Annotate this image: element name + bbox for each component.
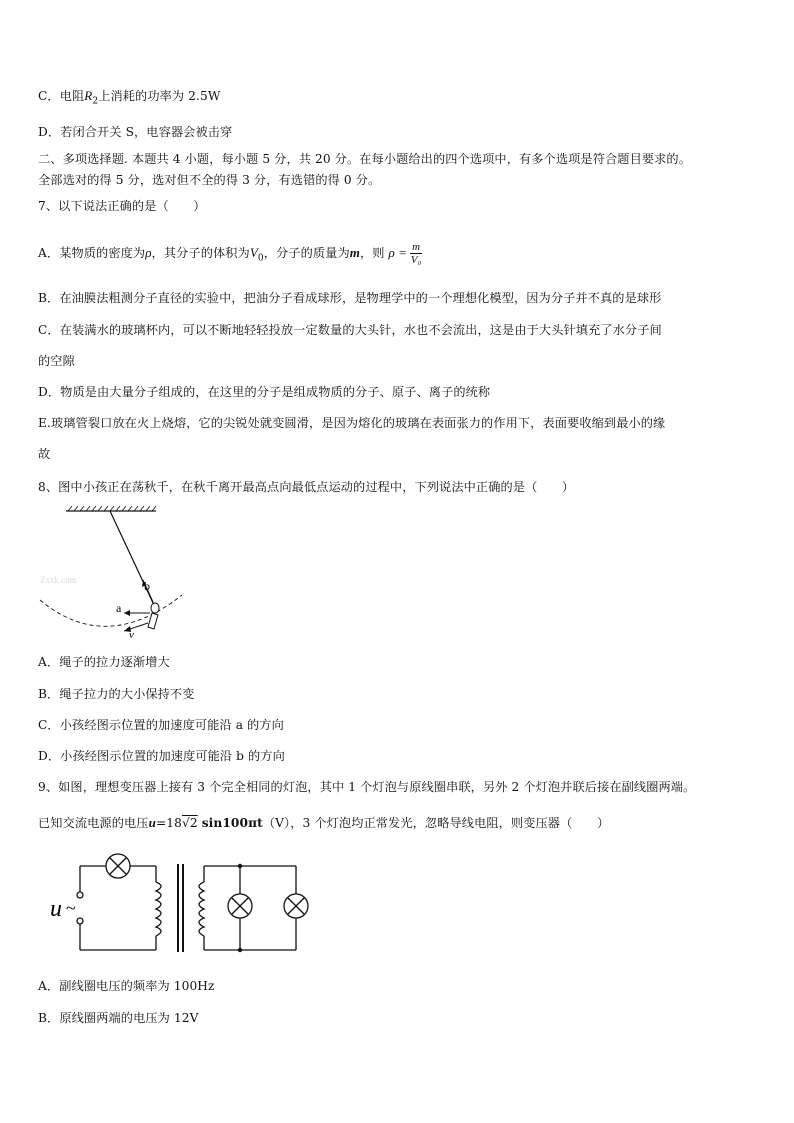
q9-stem-line1: 9、如图，理想变压器上接有 3 个完全相同的灯泡，其中 1 个灯泡与原线圈串联，另外 2 个灯泡并联后接在副线圈两端。 xyxy=(38,780,696,794)
arrow-a-head xyxy=(124,610,130,616)
junction-bottom xyxy=(238,948,242,952)
q7-option-c-line1: C．在装满水的玻璃杯内，可以不断地轻轻投放一定数量的大头针，水也不会流出，这是由于大头针填充了水分子间 xyxy=(38,323,662,337)
primary-coil xyxy=(156,882,161,936)
child-head xyxy=(151,603,159,613)
rho-symbol: ρ xyxy=(145,245,152,260)
q7-option-b: B．在油膜法粗测分子直径的实验中，把油分子看成球形，是物理学中的一个理想化模型，因为分子并不真的是球形 xyxy=(38,291,662,305)
label-u: u xyxy=(50,896,62,922)
q7a-text2: ，其分子的体积为 xyxy=(151,246,250,260)
figure-watermark: Zxxk.com xyxy=(40,575,77,585)
q7a-text4: ，则 xyxy=(359,246,385,260)
resistor-subscript: 2 xyxy=(92,96,99,107)
q6-option-c-prefix: C．电阻 xyxy=(38,89,85,103)
label-tilde: ~ xyxy=(66,898,76,918)
density-fraction xyxy=(410,241,422,266)
swing-figure xyxy=(36,505,196,640)
q9-option-a: A．副线圈电压的频率为 100Hz xyxy=(38,979,215,993)
q8-option-a: A．绳子的拉力逐渐增大 xyxy=(38,655,170,669)
section2-heading-line2: 全部选对的得 5 分，选对但不全的得 3 分，有选错的得 0 分。 xyxy=(38,173,381,187)
q9-eq: =18 xyxy=(155,816,182,830)
q9-stem2-text1: 已知交流电源的电压 xyxy=(38,816,149,830)
q7a-text3: ，分子的质量为 xyxy=(263,246,350,260)
q8-option-c: C．小孩经图示位置的加速度可能沿 a 的方向 xyxy=(38,718,284,732)
sin-expression: sin100πt xyxy=(201,816,263,830)
label-v: v xyxy=(129,629,134,640)
source-terminal-bottom xyxy=(77,918,83,924)
ceiling-hatch xyxy=(68,506,156,511)
child-body xyxy=(148,613,158,629)
u-symbol: u xyxy=(148,815,156,830)
section2-heading-line1: 二、多项选择题. 本题共 4 小题，每小题 5 分，共 20 分。在每小题给出的四个选项中，有多个选项是符合题目要求的。 xyxy=(38,152,692,166)
formula-lhs: ρ = xyxy=(388,245,408,260)
q8-stem: 8、图中小孩正在荡秋千，在秋千离开最高点向最低点运动的过程中，下列说法中正确的是（ ） xyxy=(38,480,575,494)
m-symbol: m xyxy=(349,245,360,260)
v0-symbol: V xyxy=(249,245,258,260)
source-terminal-top xyxy=(77,892,83,898)
swing-arc-path xyxy=(40,595,182,626)
fraction-denominator: V₀ xyxy=(410,254,422,266)
q7-option-a xyxy=(38,241,422,266)
q6-option-c xyxy=(38,88,220,109)
v0-subscript: 0 xyxy=(257,253,264,264)
label-a: a xyxy=(116,601,122,615)
transformer-circuit xyxy=(44,848,324,958)
resistor-symbol: R xyxy=(84,88,93,103)
q7-stem: 7、以下说法正确的是（ ） xyxy=(38,199,206,213)
q7-option-e-line2: 故 xyxy=(38,447,51,461)
q9-stem-line2 xyxy=(38,815,609,831)
q7-option-c-line2: 的空隙 xyxy=(38,354,75,368)
junction-top xyxy=(238,864,242,868)
secondary-coil xyxy=(199,882,204,936)
q7-option-e-line1: E.玻璃管裂口放在火上烧熔，它的尖锐处就变圆滑，是因为熔化的玻璃在表面张力的作用下，表面要收缩到最小的缘 xyxy=(38,416,666,430)
q8-option-b: B．绳子拉力的大小保持不变 xyxy=(38,687,195,701)
q9-option-b: B．原线圈两端的电压为 12V xyxy=(38,1011,199,1025)
q6-option-d: D．若闭合开关 S，电容器会被击穿 xyxy=(38,125,233,139)
fraction-numerator: m xyxy=(412,241,421,253)
q8-option-d: D．小孩经图示位置的加速度可能沿 b 的方向 xyxy=(38,749,285,763)
label-b: b xyxy=(144,579,150,593)
q9-stem2-text2: （V），3 个灯泡均正常发光，忽略导线电阻，则变压器（ ） xyxy=(262,816,610,830)
q6-option-c-rest: 上消耗的功率为 2.5W xyxy=(98,89,221,103)
sqrt-two: √2 xyxy=(181,816,198,830)
q7a-text1: A．某物质的密度为 xyxy=(38,246,146,260)
q7-option-d: D．物质是由大量分子组成的，在这里的分子是组成物质的分子、原子、离子的统称 xyxy=(38,385,491,399)
